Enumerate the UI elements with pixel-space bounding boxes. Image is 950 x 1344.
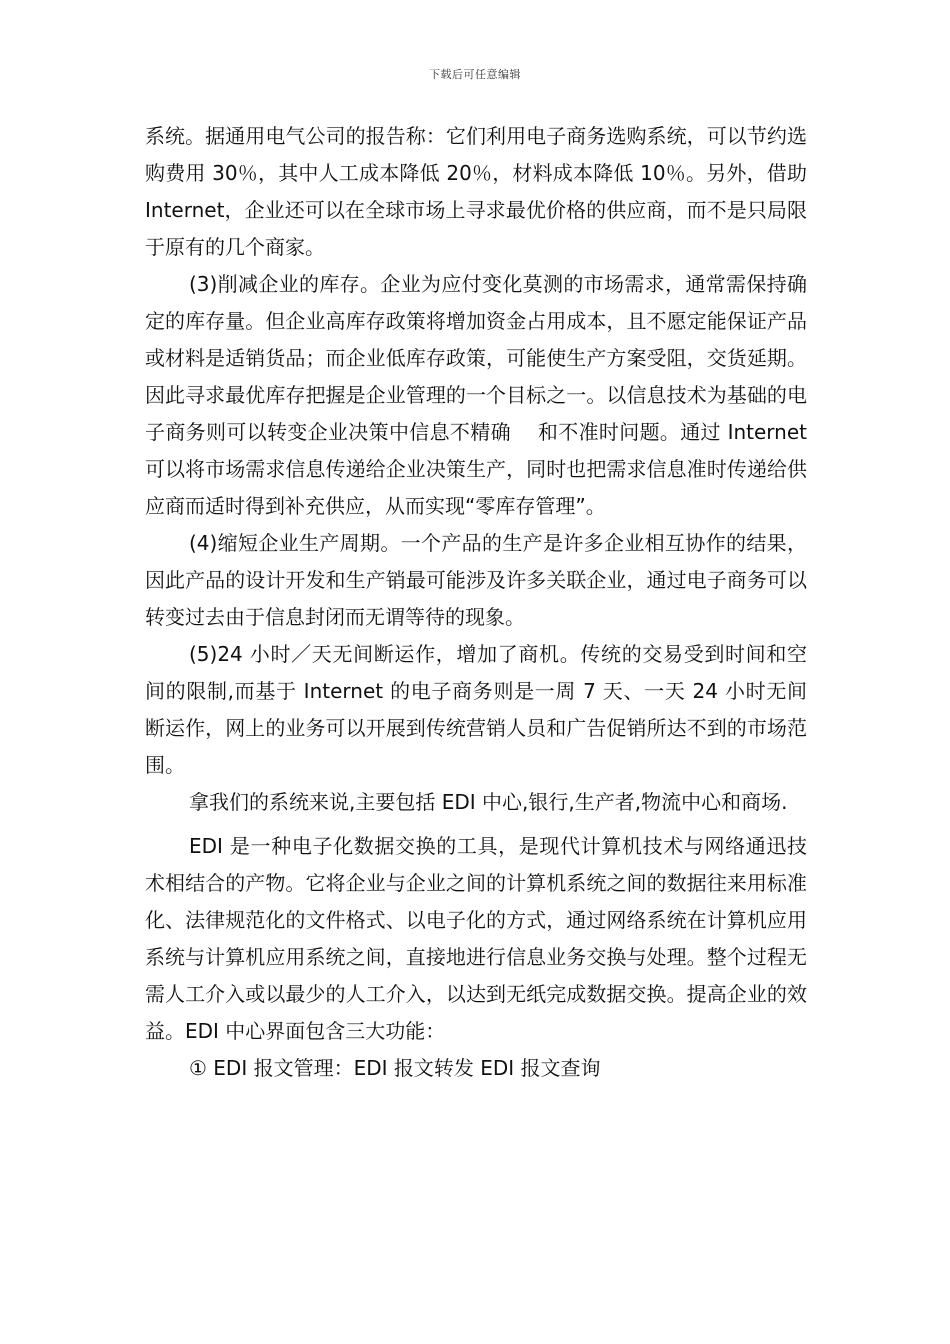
paragraph-system-overview: 拿我们的系统来说,主要包括 EDI 中心,银行,生产者,物流中心和商场.: [189, 790, 788, 814]
paragraph-edi-description: EDI 是一种电子化数据交换的工具，是现代计算机技术与网络通迅技术相结合的产物。它将企业与企业之间的计算机系统之间的数据往来用标准化、法律规范化的文件格式、以电子化的方式，通过网络系统在计算机应用系统与计算机应用系统之间，直接地进行信息业务交换与处理。整个过程无需人工介入或以最少的人工介入，以达到无纸完成数据交换。提高企业的效益。EDI 中心界面包含三大功能：: [145, 834, 807, 1043]
page-header: 下载后可任意编辑: [429, 68, 521, 81]
paragraph-24-hour: (5)24 小时／天无间断运作，增加了商机。传统的交易受到时间和空间的限制,而基于 Internet 的电子商务则是一周 7 天、一天 24 小时无间断运作，网上的业务可以开展到传统营销人员和广告促销所达不到的市场范围。: [145, 642, 807, 777]
paragraph-edi-message-management: ① EDI 报文管理：EDI 报文转发 EDI 报文查询: [189, 1056, 601, 1080]
paragraph-continuation: 系统。据通用电气公司的报告称：它们利用电子商务选购系统，可以节约选购费用 30％，其中人工成本降低 20％，材料成本降低 10％。另外，借助 Internet，企业还可以在全球市场上寻求最优价格的供应商，而不是只局限于原有的几个商家。: [145, 124, 807, 259]
paragraph-production-cycle: (4)缩短企业生产周期。一个产品的生产是许多企业相互协作的结果，因此产品的设计开发和生产销最可能涉及许多关联企业，通过电子商务可以转变过去由于信息封闭而无谓等待的现象。: [145, 531, 807, 629]
document-body: [145, 118, 807, 1087]
paragraph-inventory: (3)削减企业的库存。企业为应付变化莫测的市场需求，通常需保持确定的库存量。但企业高库存政策将增加资金占用成本，且不愿定能保证产品或材料是适销货品；而企业低库存政策，可能使生产方案受阻，交货延期。因此寻求最优库存把握是企业管理的一个目标之一。以信息技术为基础的电子商务则可以转变企业决策中信息不精确 和不准时问题。通过 Internet 可以将市场需求信息传递给企业决策生产，同时也把需求信息准时传递给供应商而适时得到补充供应，从而实现“零库存管理”。: [145, 272, 807, 518]
